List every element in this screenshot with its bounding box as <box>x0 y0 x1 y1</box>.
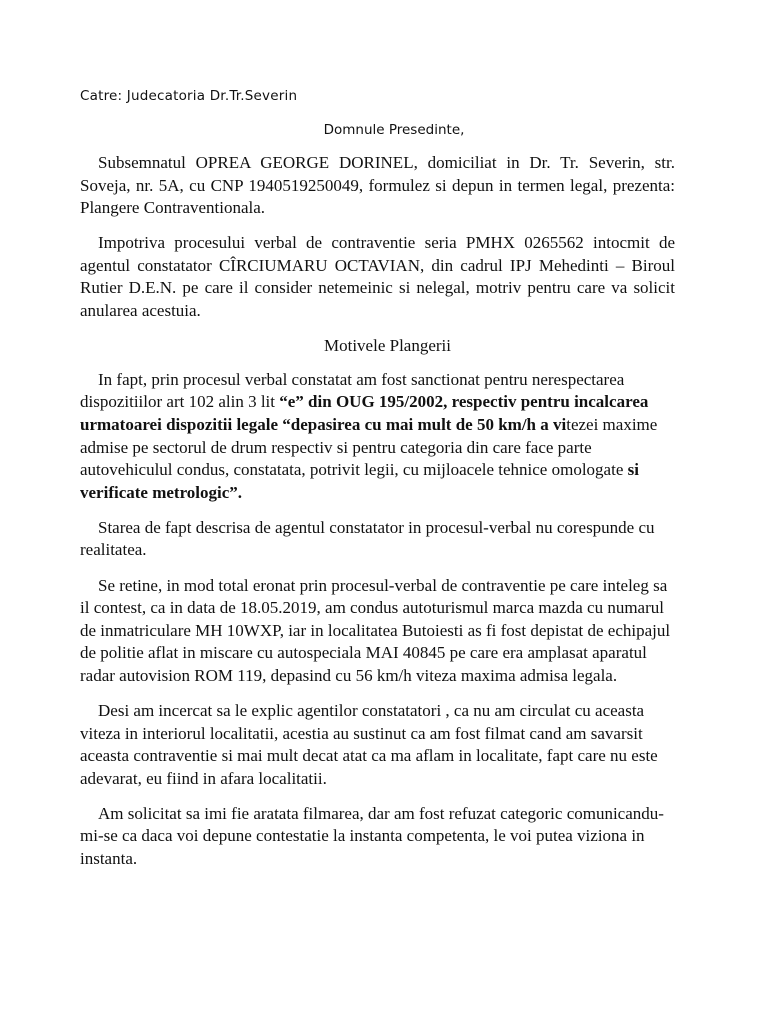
paragraph-complaint: Impotriva procesului verbal de contraventie seria PMHX 0265562 intocmit de agentul constatator CÎRCIUMARU OCTAVIAN, din cadrul IPJ Mehedinti – Biroul Rutier D.E.N. pe care il consider netemeinic si nelegal, motriv pentru care va solicit anularea acestuia. <box>80 233 675 321</box>
facts-legal-quote-end: si verificate metrologic”. <box>80 460 639 502</box>
section-title: Motivele Plangerii <box>323 336 451 356</box>
letter-body <box>80 152 675 883</box>
paragraph-explanation: Desi am incercat sa le explic agentilor constatatori , ca nu am circulat cu aceasta viteza in interiorul localitatii, acestia au sustinut ca am fost filmat cand am savarsit aceasta contraventie si mai mult decat atat ca ma aflam in localitate, fapt care nu este adevarat, eu fiind in afara localitatii. <box>80 700 658 788</box>
paragraph-identification: Subsemnatul OPREA GEORGE DORINEL, domiciliat in Dr. Tr. Severin, str. Soveja, nr. 5A, cu CNP 1940519250049, formulez si depun in termen legal, prezenta: Plangere Contraventionala. <box>80 153 675 218</box>
facts-middle: tezei maxime admise pe sectorul de drum respectiv si pentru categoria din care face parte autovehiculul condus, constatata, potrivit legii, cu mijloacele tehnice omologate <box>80 414 658 480</box>
facts-intro: In fapt, prin procesul verbal constatat am fost sanctionat pentru nerespectarea dispozitiilor art 102 alin 3 lit <box>80 369 625 412</box>
addressee-line: Catre: Judecatoria Dr.Tr.Severin <box>80 88 298 104</box>
salutation: Domnule Presedinte, <box>323 122 465 138</box>
paragraph-details: Se retine, in mod total eronat prin procesul-verbal de contraventie pe care inteleg sa il contest, ca in data de 18.05.2019, am condus autoturismul marca mazda cu numarul de inmatriculare MH 10WXP, iar in localitatea Butoiesti as fi fost depistat de echipajul de politie aflat in miscare cu autospeciala MAI 40845 pe care era amplasat aparatul radar autovision ROM 119, depasind cu 56 km/h viteza maxima admisa legala. <box>80 575 671 685</box>
facts-legal-quote: “e” din OUG 195/2002, respectiv pentru incalcarea urmatoarei dispozitii legale “depasirea cu mai mult de 50 km/h a vi <box>80 392 649 434</box>
paragraph-request: Am solicitat sa imi fie aratata filmarea, dar am fost refuzat categoric comunicandu-mi-se ca daca voi depune contestatie la instanta competenta, le voi putea viziona in instanta. <box>80 803 664 869</box>
paragraph-reality: Starea de fapt descrisa de agentul constatator in procesul-verbal nu corespunde cu realitatea. <box>80 517 655 560</box>
paragraph-facts <box>80 369 675 505</box>
